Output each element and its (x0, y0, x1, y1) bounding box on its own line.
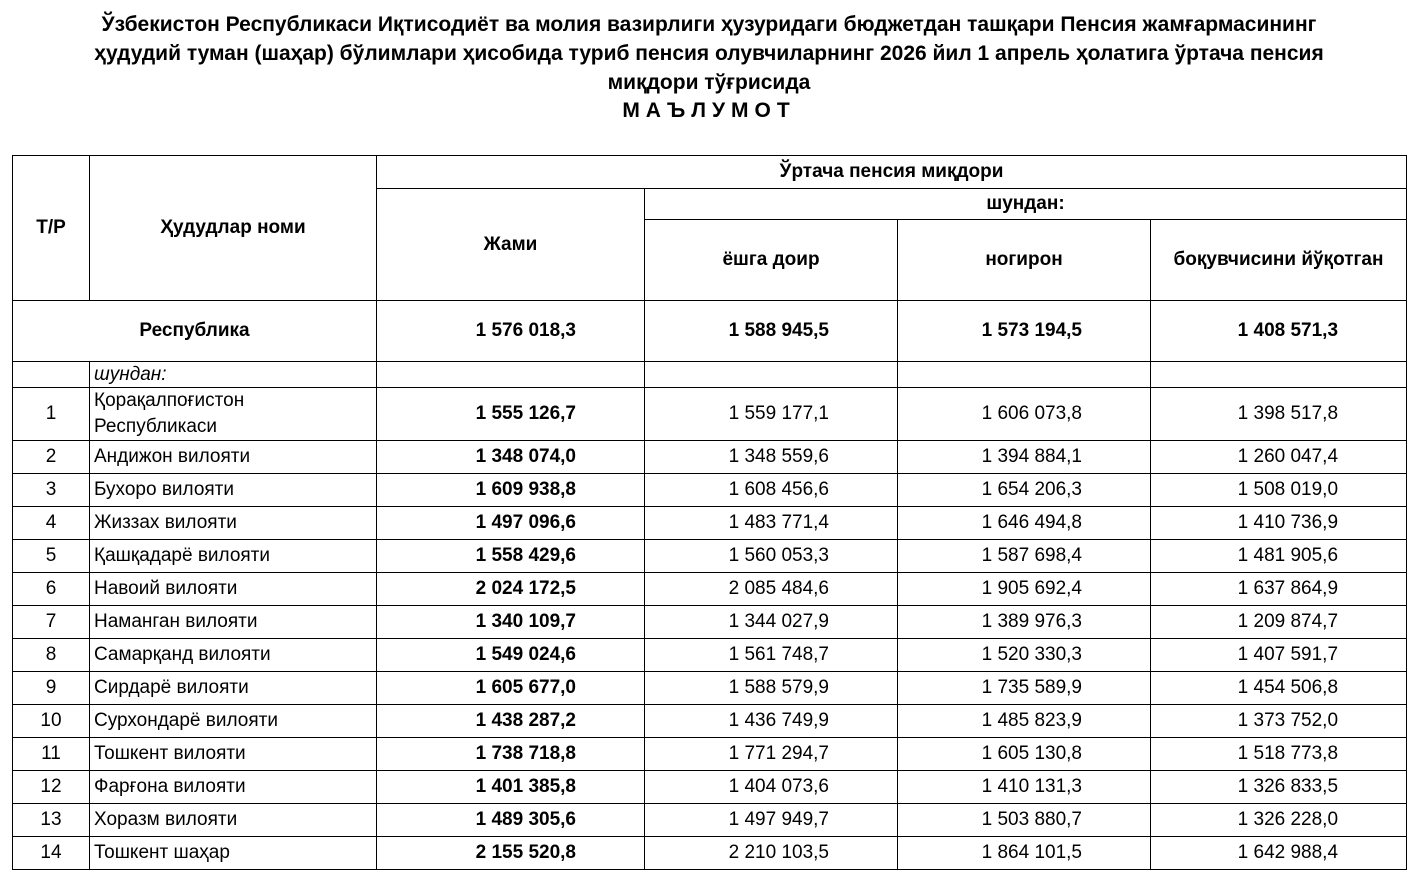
row-survivor: 1 373 752,0 (1151, 705, 1407, 738)
of-which-empty-cell (1151, 362, 1407, 388)
title-line-3: миқдори тўғрисида (607, 71, 811, 94)
row-age: 2 085 484,6 (645, 573, 898, 606)
header-disability: ногирон (898, 220, 1151, 301)
row-age: 2 210 103,5 (645, 837, 898, 870)
republic-label: Республика (13, 301, 377, 362)
row-total: 1 348 074,0 (377, 441, 645, 474)
row-disability: 1 605 130,8 (898, 738, 1151, 771)
row-region-name: Самарқанд вилояти (90, 639, 377, 672)
row-region-name: Бухоро вилояти (90, 474, 377, 507)
header-region-label: Ҳудудлар номи (160, 217, 306, 238)
table-row (13, 507, 1407, 540)
table-row (13, 573, 1407, 606)
row-survivor: 1 260 047,4 (1151, 441, 1407, 474)
row-total: 1 497 096,6 (377, 507, 645, 540)
table-row (13, 441, 1407, 474)
title-line-1: Ўзбекистон Республикаси Иқтисодиёт ва молия вазирлиги ҳузуридаги бюджетдан ташқари Пенсия жамғармасининг (101, 13, 1317, 36)
row-disability: 1 654 206,3 (898, 474, 1151, 507)
title-line-2: ҳудудий туман (шаҳар) бўлимлари ҳисобида туриб пенсия олувчиларнинг 2026 йил 1 апрель ҳолатига ўртача пенсия (94, 42, 1324, 65)
row-region-name: Наманган вилояти (90, 606, 377, 639)
row-total: 1 438 287,2 (377, 705, 645, 738)
row-total: 1 489 305,6 (377, 804, 645, 837)
row-disability: 1 864 101,5 (898, 837, 1151, 870)
table-row (13, 804, 1407, 837)
row-age: 1 344 027,9 (645, 606, 898, 639)
row-age: 1 588 579,9 (645, 672, 898, 705)
table-row (13, 672, 1407, 705)
row-region-name: Қашқадарё вилояти (90, 540, 377, 573)
row-age: 1 560 053,3 (645, 540, 898, 573)
row-total: 1 609 938,8 (377, 474, 645, 507)
row-num: 4 (13, 507, 90, 540)
header-of-which: шундан: (645, 189, 1407, 220)
row-age: 1 559 177,1 (645, 388, 898, 441)
row-region-name: Сирдарё вилояти (90, 672, 377, 705)
row-num: 5 (13, 540, 90, 573)
row-total: 1 605 677,0 (377, 672, 645, 705)
row-survivor: 1 508 019,0 (1151, 474, 1407, 507)
row-region-name: Тошкент шаҳар (90, 837, 377, 870)
row-total: 1 555 126,7 (377, 388, 645, 441)
of-which-label: шундан: (90, 362, 377, 388)
row-survivor: 1 481 905,6 (1151, 540, 1407, 573)
table-row (13, 837, 1407, 870)
row-total: 2 155 520,8 (377, 837, 645, 870)
row-disability: 1 520 330,3 (898, 639, 1151, 672)
row-age: 1 404 073,6 (645, 771, 898, 804)
of-which-num-cell (13, 362, 90, 388)
pension-table (12, 155, 1407, 870)
row-num: 12 (13, 771, 90, 804)
row-total: 1 549 024,6 (377, 639, 645, 672)
row-region-name: Қорақалпоғистон Республикаси (90, 388, 377, 441)
row-disability: 1 410 131,3 (898, 771, 1151, 804)
row-survivor: 1 326 833,5 (1151, 771, 1407, 804)
row-survivor: 1 518 773,8 (1151, 738, 1407, 771)
row-num: 2 (13, 441, 90, 474)
row-total: 1 340 109,7 (377, 606, 645, 639)
row-disability: 1 503 880,7 (898, 804, 1151, 837)
row-total: 1 558 429,6 (377, 540, 645, 573)
row-survivor: 1 454 506,8 (1151, 672, 1407, 705)
republic-age: 1 588 945,5 (645, 301, 898, 362)
row-num: 8 (13, 639, 90, 672)
row-num: 3 (13, 474, 90, 507)
of-which-empty-cell (645, 362, 898, 388)
row-num: 11 (13, 738, 90, 771)
table-row (13, 705, 1407, 738)
row-region-name: Навоий вилояти (90, 573, 377, 606)
republic-disability: 1 573 194,5 (898, 301, 1151, 362)
row-survivor: 1 398 517,8 (1151, 388, 1407, 441)
row-num: 10 (13, 705, 90, 738)
row-region-name: Хоразм вилояти (90, 804, 377, 837)
row-region-name: Андижон вилояти (90, 441, 377, 474)
table-row (13, 606, 1407, 639)
document-heading: МАЪЛУМОТ (622, 99, 796, 122)
header-survivor: боқувчисини йўқотган (1151, 220, 1407, 301)
row-survivor: 1 642 988,4 (1151, 837, 1407, 870)
row-disability: 1 735 589,9 (898, 672, 1151, 705)
row-region-name: Фарғона вилояти (90, 771, 377, 804)
row-age: 1 497 949,7 (645, 804, 898, 837)
of-which-empty-cell (377, 362, 645, 388)
row-total: 1 401 385,8 (377, 771, 645, 804)
row-age: 1 348 559,6 (645, 441, 898, 474)
row-disability: 1 394 884,1 (898, 441, 1151, 474)
row-disability: 1 485 823,9 (898, 705, 1151, 738)
row-age: 1 771 294,7 (645, 738, 898, 771)
header-age: ёшга доир (645, 220, 898, 301)
row-total: 1 738 718,8 (377, 738, 645, 771)
header-total: Жами (377, 189, 645, 301)
header-num: Т/Р (13, 156, 90, 301)
row-disability: 1 587 698,4 (898, 540, 1151, 573)
row-num: 6 (13, 573, 90, 606)
table-row (13, 639, 1407, 672)
header-average-pension: Ўртача пенсия миқдори (377, 156, 1407, 189)
republic-total: 1 576 018,3 (377, 301, 645, 362)
table-row (13, 474, 1407, 507)
header-region (90, 156, 377, 301)
row-region-name: Жиззах вилояти (90, 507, 377, 540)
row-num: 9 (13, 672, 90, 705)
row-survivor: 1 410 736,9 (1151, 507, 1407, 540)
row-survivor: 1 637 864,9 (1151, 573, 1407, 606)
row-disability: 1 606 073,8 (898, 388, 1151, 441)
row-age: 1 561 748,7 (645, 639, 898, 672)
row-age: 1 483 771,4 (645, 507, 898, 540)
row-total: 2 024 172,5 (377, 573, 645, 606)
row-region-name: Сурхондарё вилояти (90, 705, 377, 738)
row-num: 13 (13, 804, 90, 837)
row-num: 7 (13, 606, 90, 639)
republic-survivor: 1 408 571,3 (1151, 301, 1407, 362)
table-row (13, 540, 1407, 573)
row-survivor: 1 407 591,7 (1151, 639, 1407, 672)
row-num: 1 (13, 388, 90, 441)
table-row (13, 771, 1407, 804)
row-num: 14 (13, 837, 90, 870)
row-disability: 1 905 692,4 (898, 573, 1151, 606)
row-disability: 1 389 976,3 (898, 606, 1151, 639)
row-region-name: Тошкент вилояти (90, 738, 377, 771)
of-which-row (13, 362, 1407, 388)
row-survivor: 1 326 228,0 (1151, 804, 1407, 837)
table-row (13, 388, 1407, 441)
row-age: 1 608 456,6 (645, 474, 898, 507)
table-row (13, 738, 1407, 771)
document-title (0, 10, 1418, 123)
row-disability: 1 646 494,8 (898, 507, 1151, 540)
row-survivor: 1 209 874,7 (1151, 606, 1407, 639)
of-which-empty-cell (898, 362, 1151, 388)
republic-row (13, 301, 1407, 362)
row-age: 1 436 749,9 (645, 705, 898, 738)
